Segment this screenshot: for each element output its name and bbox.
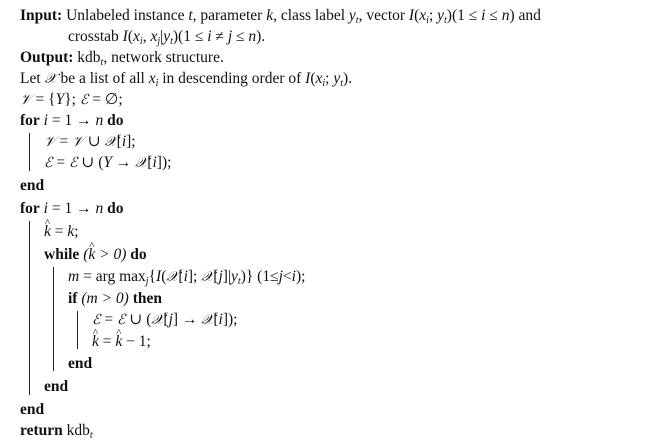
k-decrement: ^ k = ^ k − 1; xyxy=(92,333,151,350)
if-end xyxy=(68,354,92,374)
then-keyword: then xyxy=(132,290,162,307)
while-keyword: while xyxy=(44,246,80,263)
output-line xyxy=(20,48,224,68)
for-loop-1-bar xyxy=(29,133,30,171)
if-keyword: if xyxy=(68,290,78,307)
if-bar xyxy=(77,311,78,349)
end-keyword: end xyxy=(20,177,45,194)
add-edge: ℰ = ℰ ∪ (𝒳[j] → 𝒳[i]); xyxy=(92,311,238,328)
update-v: 𝒱 = 𝒱 ∪ 𝒳[i]; xyxy=(44,133,136,150)
m-assign: m = arg $\max_j\{I(𝒳[i]$; $𝒳[j]|y_t$)} (1≤j<i); xyxy=(68,268,306,287)
update-v-line xyxy=(44,132,136,152)
for-loop-2-end xyxy=(20,400,44,420)
output-keyword: Output: xyxy=(20,49,74,66)
while-header xyxy=(44,245,147,265)
for-keyword: for xyxy=(20,112,40,129)
for-loop-1-header: for i = 1 → n do xyxy=(20,112,124,129)
do-keyword: do xyxy=(107,112,124,129)
k-init: ^ k = k; xyxy=(44,223,79,240)
end-keyword-for: end xyxy=(20,401,45,418)
input-description: Unlabeled instance t, parameter k, class label $y_t$, vector $I(x_i$; $y_t)(1 \le i \le n)$ and xyxy=(66,7,541,26)
if-header xyxy=(68,289,162,309)
end-keyword-while: end xyxy=(44,378,69,395)
while-bar xyxy=(53,267,54,371)
for-keyword-2: for xyxy=(20,200,40,217)
let-line xyxy=(20,69,352,89)
end-keyword-if: end xyxy=(68,355,93,372)
let-statement: Let 𝒳 be a list of all $x_i$ in descending order of $I(x_i$; $y_t$). xyxy=(20,70,353,89)
output-description: kdb$_t$, network structure. xyxy=(77,49,224,68)
k-init-line xyxy=(44,222,79,242)
input-keyword: Input: xyxy=(20,7,63,24)
init-line xyxy=(20,90,123,110)
return-line xyxy=(20,421,93,441)
for-loop-2-bar xyxy=(29,221,30,395)
do-keyword-2: do xyxy=(107,200,124,217)
while-end xyxy=(44,377,68,397)
m-assign-line xyxy=(68,267,305,287)
do-keyword-3: do xyxy=(130,246,147,263)
return-value: kdb$_t$ xyxy=(66,422,93,441)
input-crosstab: crosstab $I(x_i$, $x_j|y_t)(1 \le i \ne j \le n)$. xyxy=(68,28,266,47)
loop-range: i xyxy=(43,112,48,129)
update-e-class: ℰ = ℰ ∪ (Y → 𝒳[i]); xyxy=(44,154,172,171)
for-loop-1-end xyxy=(20,176,44,196)
input-line xyxy=(20,6,541,26)
while-condition: (^ k > 0) xyxy=(83,246,126,263)
if-condition: (m > 0) xyxy=(81,290,129,307)
add-edge-line xyxy=(92,310,238,330)
return-keyword: return xyxy=(20,422,63,439)
for-loop-2-header: for i = 1 → n do xyxy=(20,200,124,217)
input-line-2 xyxy=(68,27,265,47)
k-decrement-line xyxy=(92,332,151,352)
update-e-line xyxy=(44,153,171,173)
init-statement: 𝒱 = {Y}; ℰ = ∅; xyxy=(20,91,123,108)
